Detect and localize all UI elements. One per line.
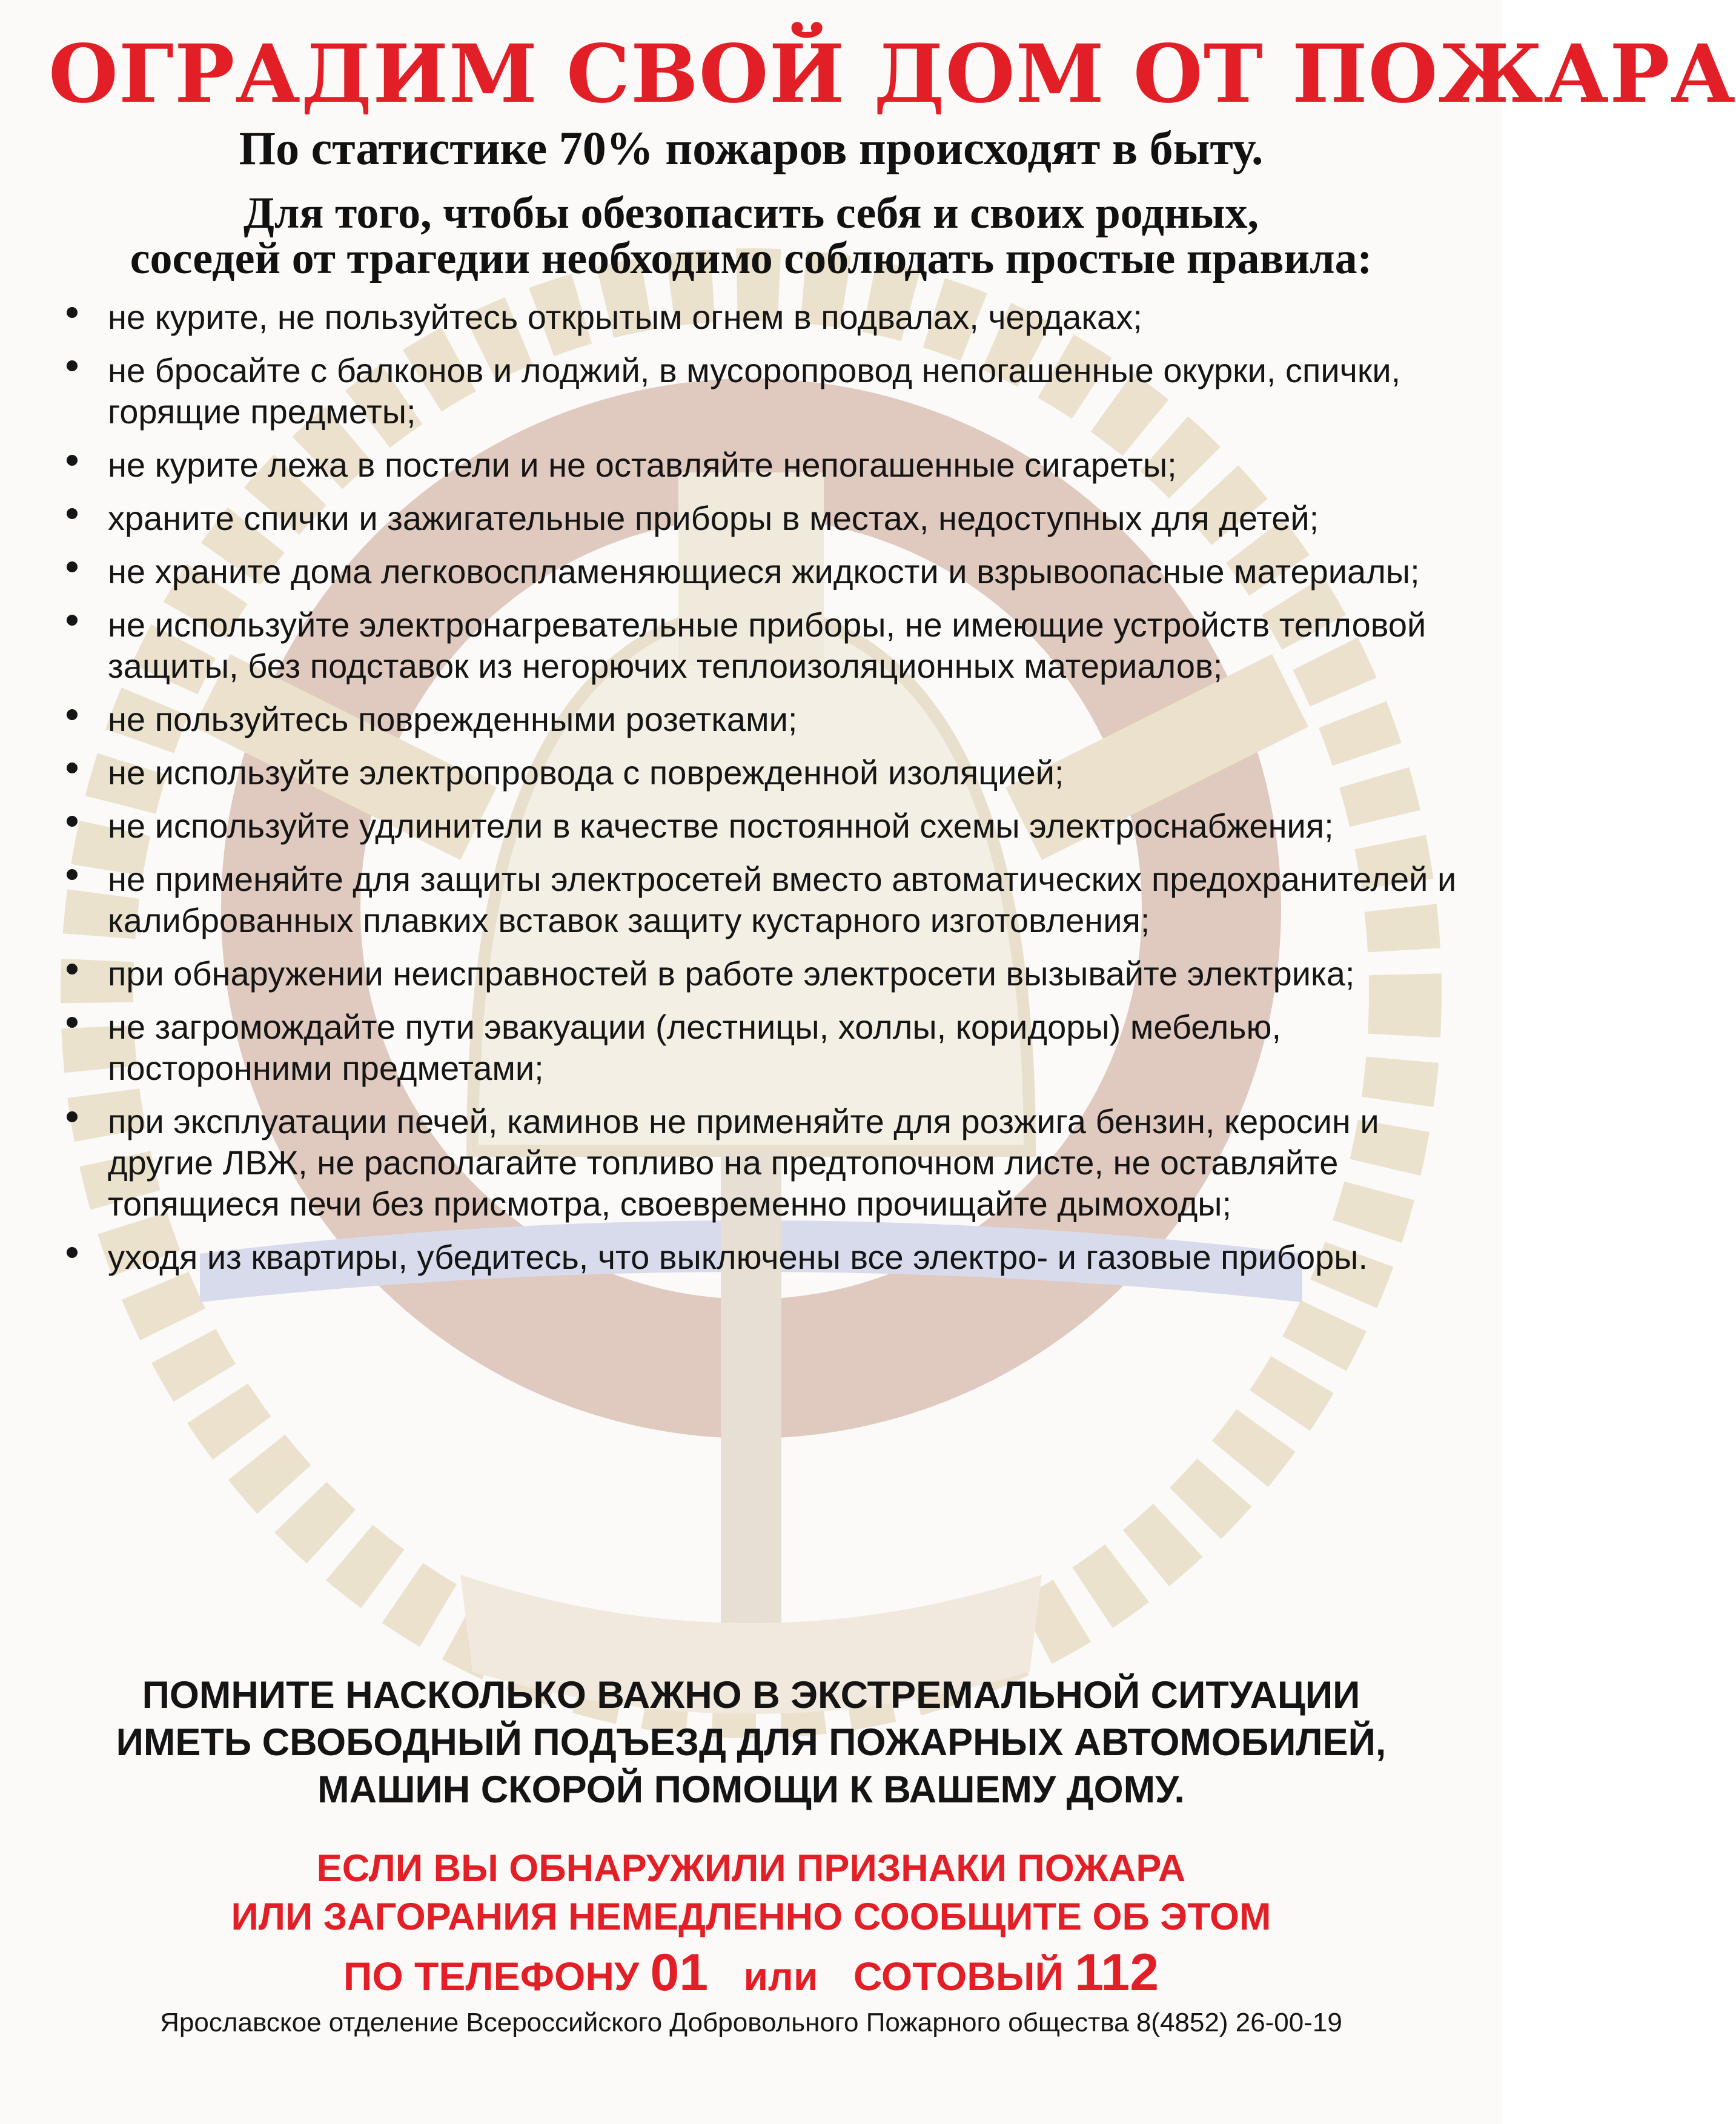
rule-text: не пользуйтесь поврежденными розетками; (108, 700, 798, 738)
list-item (55, 1007, 1460, 1089)
rule-text: не загромождайте пути эвакуации (лестницы, холлы, коридоры) мебелью, посторонними предметами; (108, 1008, 1282, 1087)
intro-line-1: Для того, чтобы обезопасить себя и своих родных, (244, 188, 1259, 238)
rule-text: уходя из квартиры, убедитесь, что выключены все электро- и газовые приборы. (108, 1238, 1368, 1276)
list-item (55, 604, 1460, 687)
rule-text: не курите лежа в постели и не оставляйте непогашенные сигареты; (108, 446, 1177, 484)
mobile-prefix: СОТОВЫЙ (853, 1954, 1064, 1999)
bullet-icon (67, 508, 78, 519)
list-item (55, 953, 1460, 994)
safety-rules-list (55, 297, 1460, 1290)
phone-prefix: ПО ТЕЛЕФОНУ (343, 1954, 640, 1999)
rule-text: не бросайте с балконов и лоджий, в мусоропровод непогашенные окурки, спички, горящие предметы; (108, 351, 1401, 431)
or-label: или (743, 1954, 818, 1999)
bullet-icon (67, 816, 78, 827)
rule-text: при обнаружении неисправностей в работе электросети вызывайте электрика; (108, 954, 1355, 993)
list-item (55, 551, 1460, 592)
rule-text: при эксплуатации печей, каминов не применяйте для розжига бензин, керосин и другие ЛВЖ, не располагайте топливо на предтопочном листе, не оставляйте топящиеся печи без присмотра, своевременно прочищайте дымоходы; (108, 1102, 1379, 1223)
bullet-icon (67, 1017, 78, 1028)
intro-line-2: соседей от трагедии необходимо соблюдать простые правила: (130, 234, 1373, 283)
alert-line-1: ЕСЛИ ВЫ ОБНАРУЖИЛИ ПРИЗНАКИ ПОЖАРА (316, 1847, 1186, 1890)
rule-text: не курите, не пользуйтесь открытым огнем в подвалах, чердаках; (108, 298, 1142, 336)
bullet-icon (67, 709, 78, 720)
list-item (55, 1101, 1460, 1225)
list-item (55, 752, 1460, 793)
list-item (55, 445, 1460, 486)
page-title: ОГРАДИМ СВОЙ ДОМ ОТ ПОЖАРА (48, 27, 1736, 121)
rule-text: не используйте электронагревательные приборы, не имеющие устройств тепловой защиты, без подставок из негорючих теплоизоляционных материалов; (108, 606, 1426, 685)
statistics-line: По статистике 70% пожаров происходят в быту. (239, 122, 1264, 174)
list-item (55, 350, 1460, 432)
list-item (55, 297, 1460, 338)
bullet-icon (67, 360, 78, 371)
organization-footer: Ярославское отделение Всероссийского Добровольного Пожарного общества 8(4852) 26-00-19 (160, 2008, 1342, 2037)
bullet-icon (67, 307, 78, 318)
bullet-icon (67, 1247, 78, 1258)
fire-report-alert (48, 1844, 1454, 2000)
bullet-icon (67, 964, 78, 974)
alert-line-2: ИЛИ ЗАГОРАНИЯ НЕМЕДЛЕННО СООБЩИТЕ ОБ ЭТОМ (231, 1896, 1271, 1938)
bullet-icon (67, 455, 78, 466)
bullet-icon (67, 763, 78, 773)
rule-text: не применяйте для защиты электросетей вместо автоматических предохранителей и калиброванных плавких вставок защиту кустарного изготовления; (108, 860, 1457, 939)
bullet-icon (67, 561, 78, 572)
emergency-phone-line (48, 1944, 1454, 2002)
warning-line: МАШИН СКОРОЙ ПОМОЩИ К ВАШЕМУ ДОМУ. (317, 1768, 1185, 1811)
bullet-icon (67, 1111, 78, 1122)
warning-line: ПОМНИТЕ НАСКОЛЬКО ВАЖНО В ЭКСТРЕМАЛЬНОЙ СИТУАЦИИ (142, 1674, 1360, 1716)
list-item (55, 1237, 1460, 1278)
bullet-icon (67, 869, 78, 880)
phone-number: 01 (650, 1944, 709, 2002)
bullet-icon (67, 615, 78, 626)
rule-text: храните спички и зажигательные приборы в местах, недоступных для детей; (108, 499, 1319, 537)
list-item (55, 806, 1460, 847)
rule-text: не используйте электропровода с поврежденной изоляцией; (108, 753, 1064, 792)
evacuation-access-warning (48, 1672, 1454, 1813)
rule-text: не используйте удлинители в качестве постоянной схемы электроснабжения; (108, 807, 1334, 845)
warning-line: ИМЕТЬ СВОБОДНЫЙ ПОДЪЕЗД ДЛЯ ПОЖАРНЫХ АВТОМОБИЛЕЙ, (116, 1721, 1386, 1764)
list-item (55, 498, 1460, 539)
list-item (55, 859, 1460, 941)
rule-text: не храните дома легковоспламеняющиеся жидкости и взрывоопасные материалы; (108, 552, 1420, 591)
list-item (55, 699, 1460, 740)
mobile-number: 112 (1075, 1944, 1159, 2002)
